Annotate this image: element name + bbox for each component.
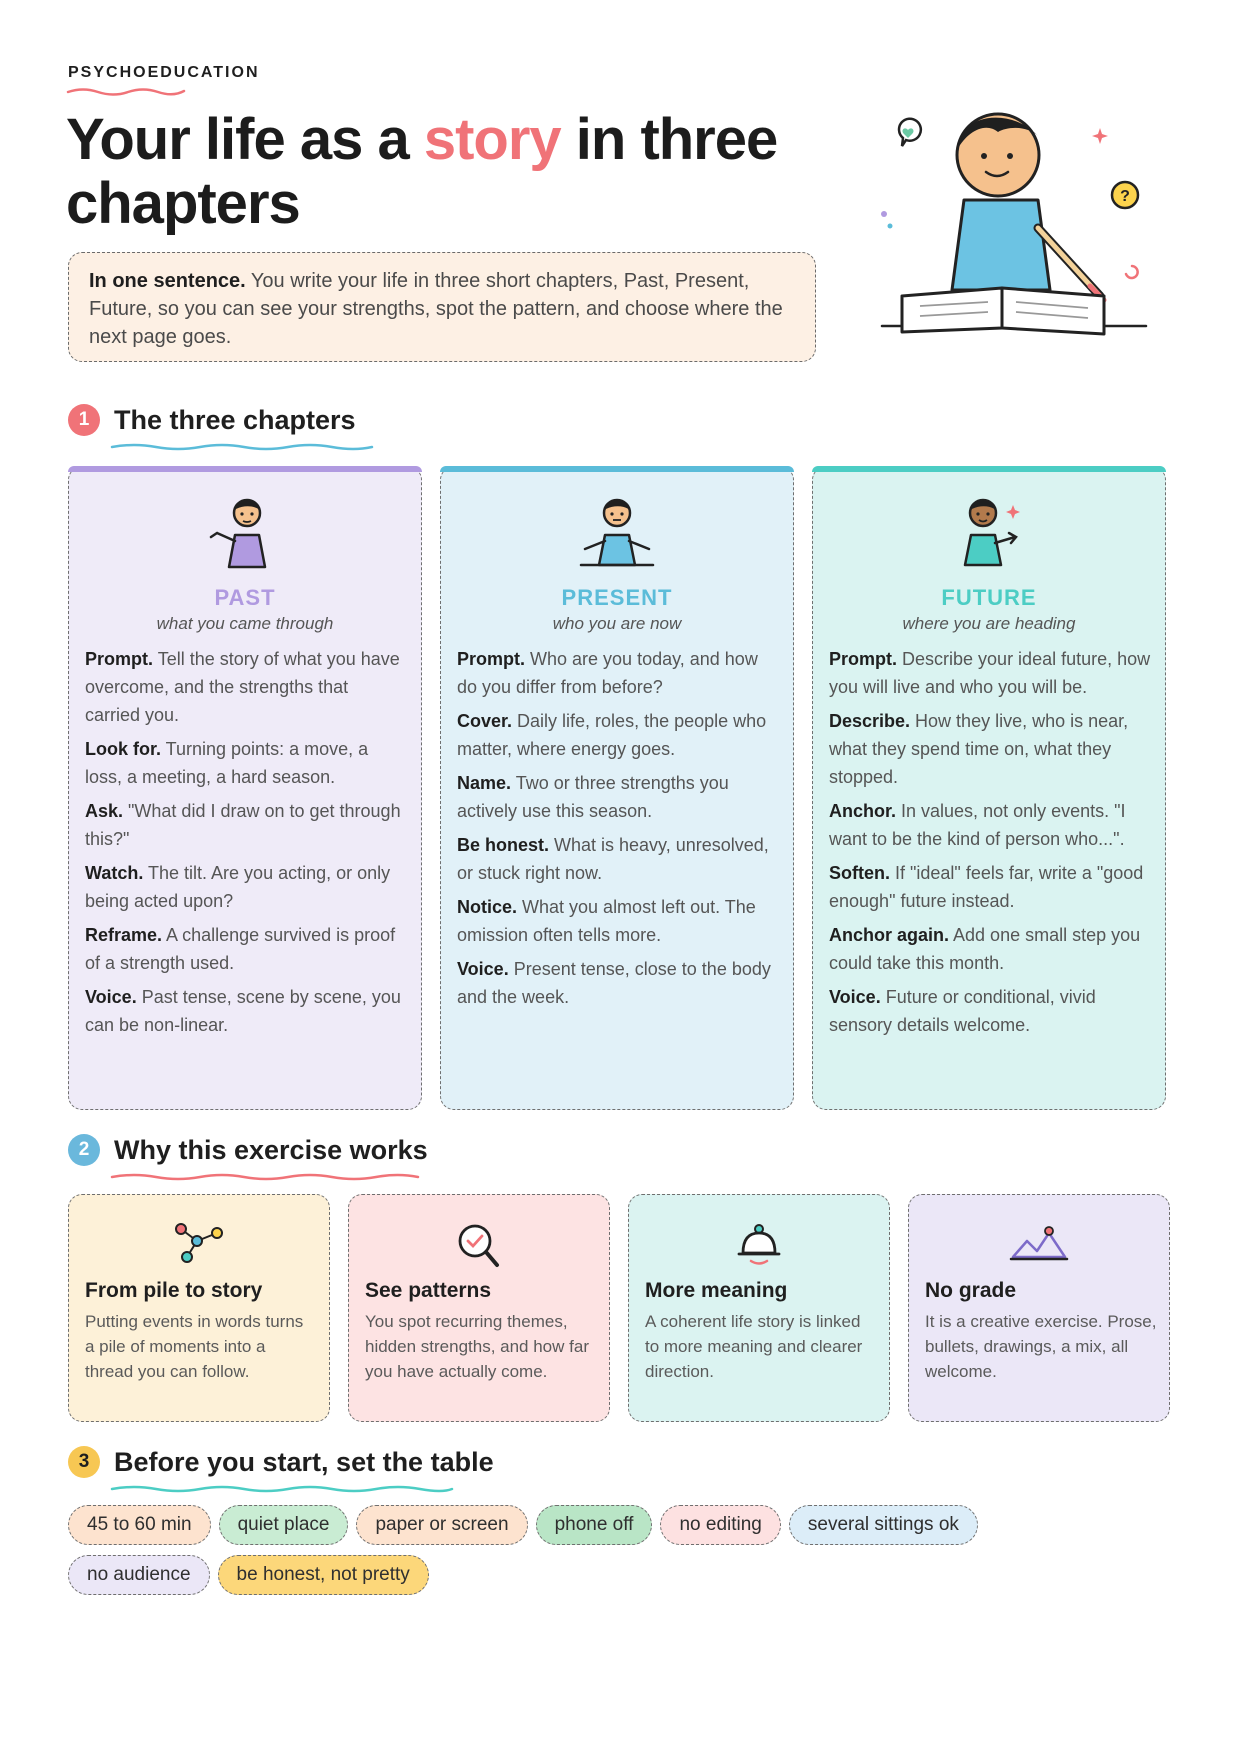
magnifier-check-icon — [449, 1221, 509, 1269]
chapter-item: Look for. Turning points: a move, a loss, a meeting, a hard season. — [85, 739, 369, 787]
chapter-item: Ask. "What did I draw on to get through this?" — [85, 801, 401, 849]
chapter-subtitle: who you are now — [552, 614, 682, 633]
chip-quiet-place: quiet place — [219, 1505, 349, 1545]
summary-box — [68, 252, 816, 362]
connected-dots-icon — [169, 1221, 229, 1265]
bell-icon — [729, 1221, 789, 1269]
chapter-item: Anchor again. Add one small step you could take this month. — [829, 925, 1141, 973]
chapter-item: Reframe. A challenge survived is proof of a strength used. — [85, 925, 396, 973]
chip-no-editing: no editing — [660, 1505, 780, 1545]
eyebrow-label: PSYCHOEDUCATION — [68, 64, 260, 81]
chapter-item: Soften. If "ideal" feels far, write a "good enough" future instead. — [829, 863, 1144, 911]
summary-lead: In one sentence. — [89, 270, 246, 292]
why-card-pile-to-story — [68, 1194, 330, 1422]
section-3-header — [68, 1446, 494, 1478]
mountain-icon — [1009, 1221, 1069, 1265]
title-part1: Your life as a — [66, 107, 424, 172]
section-1-underline-wave — [110, 442, 374, 452]
section-2-number: 2 — [68, 1134, 100, 1166]
why-card-more-meaning — [628, 1194, 890, 1422]
chapter-name: PAST — [214, 585, 276, 610]
chapter-topbar — [68, 466, 422, 472]
chapter-topbar — [440, 466, 794, 472]
chapter-card-past — [68, 466, 422, 1110]
heart-bubble-icon — [899, 119, 921, 146]
writer-illustration — [860, 100, 1160, 340]
why-card-see-patterns — [348, 1194, 610, 1422]
chip-several-sittings: several sittings ok — [789, 1505, 978, 1545]
chapter-item: Describe. How they live, who is near, what they spend time on, what they stopped. — [829, 711, 1129, 787]
chapter-item: Watch. The tilt. Are you acting, or only being acted upon? — [85, 863, 391, 911]
setup-chip-list — [68, 1505, 1168, 1605]
chapter-item: Voice. Past tense, scene by scene, you can be non-linear. — [85, 987, 401, 1035]
chip-no-audience: no audience — [68, 1555, 210, 1595]
past-figure-icon — [205, 495, 285, 571]
why-text: A coherent life story is linked to more meaning and clearer direction. — [645, 1312, 863, 1381]
title-part2: in three chapters — [66, 107, 778, 236]
why-card-no-grade — [908, 1194, 1170, 1422]
chapter-name: FUTURE — [941, 585, 1037, 610]
section-1-number: 1 — [68, 404, 100, 436]
title-accent: story — [423, 107, 561, 172]
chapter-item: Name. Two or three strengths you actively use this season. — [457, 773, 729, 821]
section-3-title: Before you start, set the table — [114, 1446, 494, 1477]
summary-text: You write your life in three short chapters, Past, Present, Future, so you can see your strengths, spot the pattern, and choose where the next page goes. — [89, 270, 783, 348]
section-2-underline-wave — [110, 1172, 420, 1182]
chip-paper-or-screen: paper or screen — [356, 1505, 527, 1545]
chapter-item: Voice. Present tense, close to the body and the week. — [457, 959, 771, 1007]
chapter-subtitle: where you are heading — [902, 614, 1076, 633]
chapter-card-present — [440, 466, 794, 1110]
sparkle-icon — [1092, 128, 1108, 144]
chapter-item: Prompt. Describe your ideal future, how you will live and who you will be. — [829, 649, 1151, 697]
chapter-item: Anchor. In values, not only events. "I want to be the kind of person who...". — [829, 801, 1126, 849]
why-title: See patterns — [365, 1279, 492, 1302]
svg-text:?: ? — [1120, 188, 1130, 205]
chapter-item: Prompt. Tell the story of what you have overcome, and the strengths that carried you. — [85, 649, 400, 725]
chapter-item: Prompt. Who are you today, and how do you differ from before? — [457, 649, 758, 697]
chapter-topbar — [812, 466, 1166, 472]
question-bubble-icon — [1112, 182, 1138, 208]
chapter-name: PRESENT — [561, 585, 673, 610]
chip-be-honest: be honest, not pretty — [218, 1555, 429, 1595]
why-text: Putting events in words turns a pile of moments into a thread you can follow. — [85, 1312, 304, 1381]
why-text: It is a creative exercise. Prose, bullets, drawings, a mix, all welcome. — [925, 1312, 1157, 1381]
why-title: More meaning — [645, 1279, 788, 1302]
chapter-item: Cover. Daily life, roles, the people who matter, where energy goes. — [457, 711, 767, 759]
section-2-header — [68, 1134, 428, 1166]
present-figure-icon — [577, 495, 657, 571]
page-title — [66, 108, 826, 236]
chapter-card-future — [812, 466, 1166, 1110]
section-3-underline-wave — [110, 1484, 454, 1494]
chip-time: 45 to 60 min — [68, 1505, 211, 1545]
why-text: You spot recurring themes, hidden strengths, and how far you have actually come. — [365, 1312, 589, 1381]
chapter-item: Voice. Future or conditional, vivid sensory details welcome. — [829, 987, 1096, 1035]
future-figure-icon — [949, 495, 1029, 571]
why-title: From pile to story — [85, 1279, 263, 1302]
chapter-item: Be honest. What is heavy, unresolved, or stuck right now. — [457, 835, 769, 883]
chip-phone-off: phone off — [536, 1505, 653, 1545]
section-2-title: Why this exercise works — [114, 1134, 428, 1165]
section-1-title: The three chapters — [114, 404, 356, 435]
eyebrow-underline-wave — [66, 86, 186, 96]
chapter-item: Notice. What you almost left out. The omission often tells more. — [457, 897, 756, 945]
section-1-header — [68, 404, 356, 436]
section-3-number: 3 — [68, 1446, 100, 1478]
chapter-subtitle: what you came through — [156, 614, 334, 633]
why-title: No grade — [925, 1279, 1017, 1302]
